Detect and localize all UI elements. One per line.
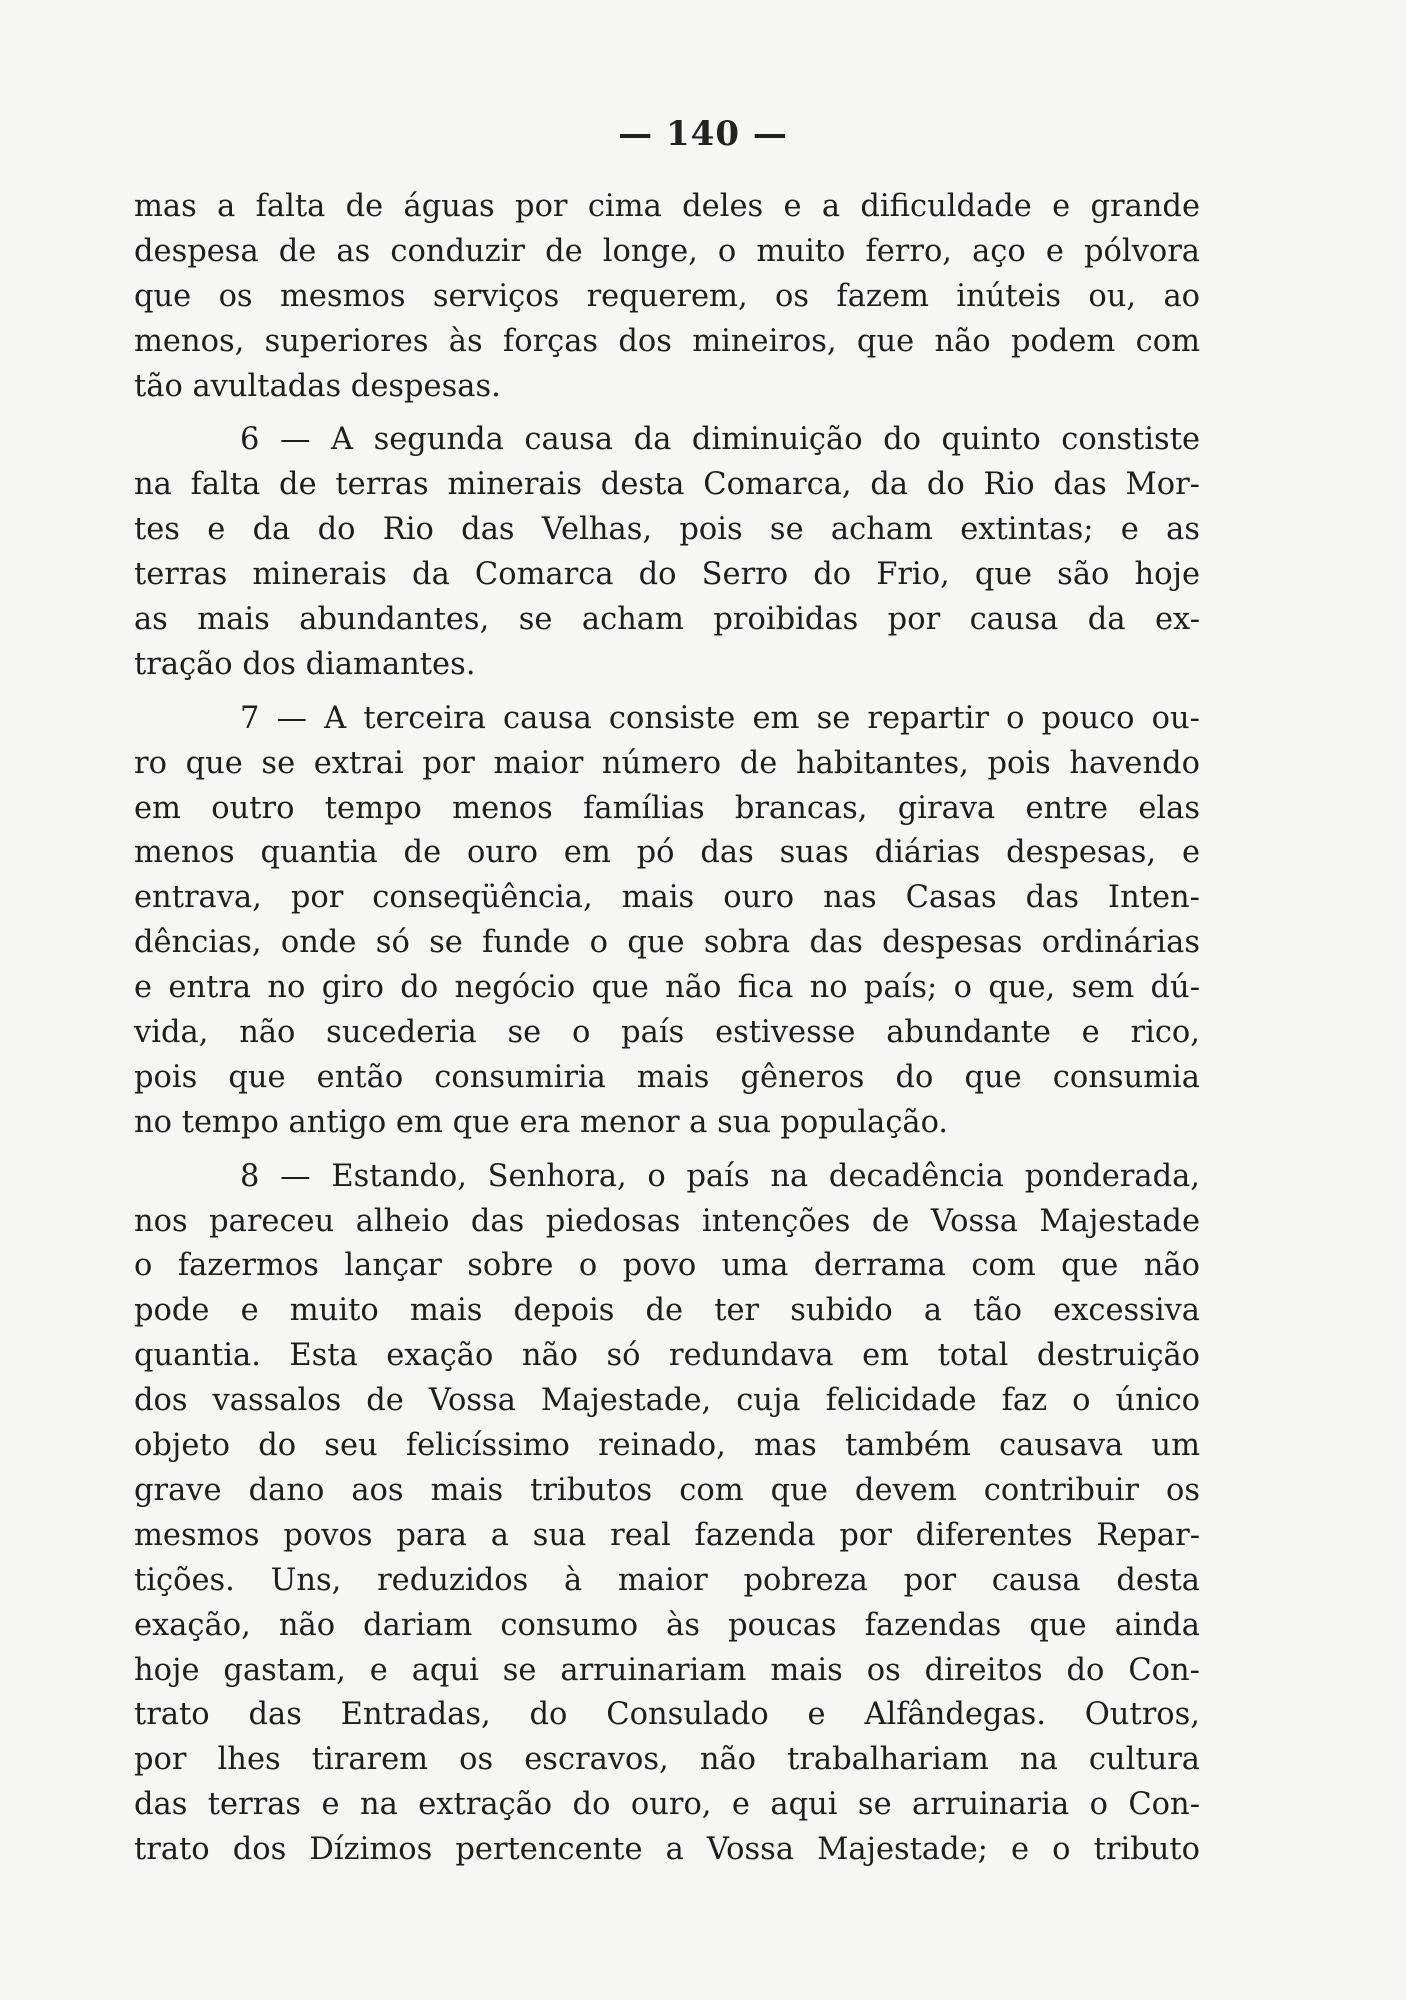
text-line: exação, não dariam consumo às poucas fazendas que ainda — [134, 1607, 1200, 1643]
text-line: por lhes tirarem os escravos, não trabalhariam na cultura — [134, 1742, 1200, 1778]
text-line: tão avultadas despesas. — [134, 368, 501, 404]
text-line: dos vassalos de Vossa Majestade, cuja felicidade faz o único — [134, 1383, 1200, 1419]
text-line: objeto do seu felicíssimo reinado, mas também causava um — [134, 1428, 1200, 1464]
text-line: tes e da do Rio das Velhas, pois se acham extintas; e as — [134, 512, 1200, 548]
text-line: o fazermos lançar sobre o povo uma derrama com que não — [134, 1248, 1200, 1284]
text-line: pode e muito mais depois de ter subido a tão excessiva — [134, 1293, 1200, 1329]
text-line: em outro tempo menos famílias brancas, girava entre elas — [134, 790, 1200, 826]
text-line: entrava, por conseqüência, mais ouro nas Casas das Inten- — [134, 880, 1200, 916]
text-line: mas a falta de águas por cima deles e a dificuldade e grande — [134, 189, 1200, 224]
text-line: vida, não sucederia se o país estivesse abundante e rico, — [134, 1015, 1200, 1051]
text-line: no tempo antigo em que era menor a sua população. — [134, 1104, 949, 1140]
text-line: nos pareceu alheio das piedosas intenções de Vossa Majestade — [134, 1203, 1200, 1239]
text-line: 7 — A terceira causa consiste em se repartir o pouco ou- — [240, 700, 1200, 736]
text-line: 8 — Estando, Senhora, o país na decadência ponderada, — [240, 1158, 1200, 1194]
text-line: hoje gastam, e aqui se arruinariam mais os direitos do Con- — [134, 1652, 1200, 1688]
text-line: e entra no giro do negócio que não fica no país; o que, sem dú- — [134, 970, 1200, 1006]
paragraph-gap — [134, 409, 1200, 418]
text-line: 6 — A segunda causa da diminuição do quinto constiste — [240, 422, 1200, 458]
text-line: as mais abundantes, se acham proibidas por causa da ex- — [134, 602, 1200, 638]
body-text — [134, 185, 1200, 1873]
text-line: ro que se extrai por maior número de habitantes, pois havendo — [134, 745, 1200, 781]
text-line: na falta de terras minerais desta Comarca, da do Rio das Mor- — [134, 467, 1200, 503]
text-line: terras minerais da Comarca do Serro do Frio, que são hoje — [134, 557, 1200, 593]
paragraph-gap — [134, 688, 1200, 697]
text-line: despesa de as conduzir de longe, o muito ferro, aço e pólvora — [134, 233, 1200, 269]
text-line: pois que então consumiria mais gêneros do que consumia — [134, 1059, 1200, 1095]
paragraph — [134, 418, 1200, 687]
text-line: trato das Entradas, do Consulado e Alfândegas. Outros, — [134, 1697, 1200, 1733]
text-line: quantia. Esta exação não só redundava em total destruição — [134, 1338, 1200, 1374]
text-line: dências, onde só se funde o que sobra das despesas ordinárias — [134, 925, 1200, 961]
text-line: tração dos diamantes. — [134, 646, 476, 682]
text-line: mesmos povos para a sua real fazenda por diferentes Repar- — [134, 1517, 1200, 1553]
paragraph-gap — [134, 1146, 1200, 1155]
page-number: — 140 — — [618, 114, 788, 154]
paragraph — [134, 1155, 1200, 1873]
text-line: tições. Uns, reduzidos à maior pobreza por causa desta — [134, 1562, 1200, 1598]
text-line: menos quantia de ouro em pó das suas diárias despesas, e — [134, 835, 1200, 871]
text-line: das terras e na extração do ouro, e aqui se arruinaria o Con- — [134, 1787, 1200, 1823]
text-line: trato dos Dízimos pertencente a Vossa Majestade; e o tributo — [134, 1832, 1200, 1868]
paragraph — [134, 185, 1200, 409]
paragraph — [134, 697, 1200, 1146]
text-line: grave dano aos mais tributos com que devem contribuir os — [134, 1472, 1200, 1508]
text-line: menos, superiores às forças dos mineiros, que não podem com — [134, 323, 1200, 359]
text-line: que os mesmos serviços requerem, os fazem inúteis ou, ao — [134, 278, 1200, 314]
